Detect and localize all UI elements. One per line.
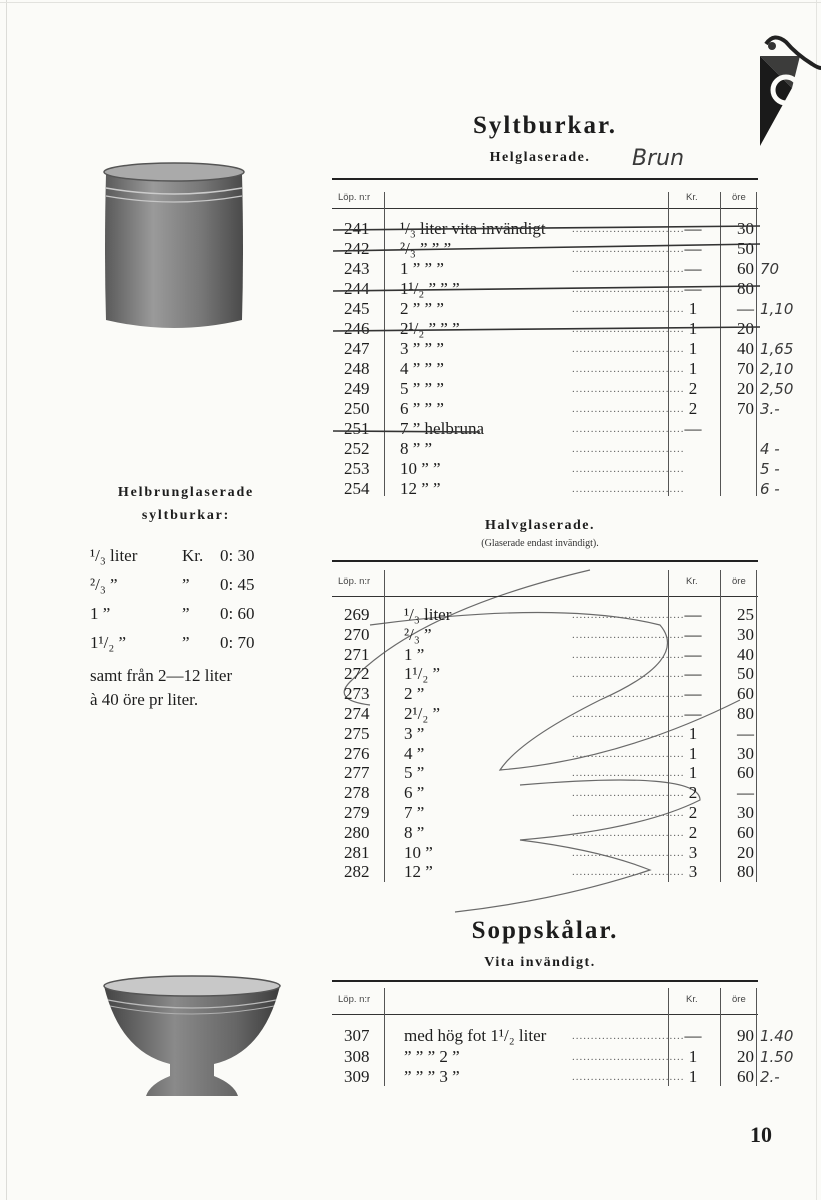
item-price-ore: 60 bbox=[737, 684, 754, 704]
item-price-ore: 25 bbox=[737, 605, 754, 624]
leader-dots: .............................. bbox=[572, 283, 685, 295]
leader-dots: .............................. bbox=[572, 866, 685, 879]
table-row bbox=[332, 783, 758, 803]
item-description: 12 ” ” bbox=[400, 479, 441, 498]
item-description: 1 ” bbox=[404, 644, 425, 664]
item-number: 250 bbox=[344, 399, 370, 418]
table-row bbox=[332, 625, 758, 645]
item-price-kr: 1 bbox=[688, 763, 698, 783]
item-price-ore: 30 bbox=[737, 743, 754, 763]
leader-dots: .............................. bbox=[572, 1050, 685, 1063]
leader-dots: .............................. bbox=[572, 223, 685, 235]
helbrun-footer-2: à 40 öre pr liter. bbox=[90, 690, 199, 709]
item-price-ore: 80 bbox=[737, 862, 754, 882]
item-price-kr: 1 bbox=[688, 299, 698, 318]
helbrun-heading-2: syltburkar: bbox=[141, 508, 231, 523]
item-price-ore: 50 bbox=[737, 664, 754, 684]
item-description: 6 ” bbox=[404, 783, 425, 803]
leader-dots: .............................. bbox=[572, 807, 685, 819]
item-description: ¹/₃ liter bbox=[404, 605, 452, 624]
item-price-ore: 30 bbox=[737, 624, 754, 644]
item-price-ore: 40 bbox=[737, 339, 754, 358]
handwritten-price: 1.40 bbox=[760, 1027, 794, 1045]
table-row bbox=[332, 803, 758, 823]
item-number: 242 bbox=[344, 239, 370, 258]
helbrun-size: 1 ” bbox=[90, 604, 111, 623]
handwritten-price: 6 - bbox=[760, 480, 780, 498]
item-description: 8 ” bbox=[404, 822, 425, 842]
table-row bbox=[332, 339, 794, 359]
col-header-no: Löp. n:r bbox=[338, 192, 371, 203]
syltburkar-table bbox=[332, 178, 794, 498]
item-number: 248 bbox=[344, 359, 370, 378]
item-price-kr: — bbox=[684, 219, 702, 238]
item-price-ore: 50 bbox=[737, 239, 754, 258]
syltburkar-subtitle: Helglaserade. bbox=[489, 150, 591, 165]
item-price-kr: — bbox=[684, 644, 702, 664]
item-number: 245 bbox=[344, 299, 370, 318]
item-number: 271 bbox=[344, 644, 370, 664]
item-price-kr: 2 bbox=[688, 822, 698, 842]
item-number: 278 bbox=[344, 783, 370, 803]
halvglaserade-table bbox=[332, 560, 758, 882]
leader-dots: .............................. bbox=[572, 323, 685, 335]
helbrun-price: 0: 45 bbox=[220, 575, 255, 594]
helbrun-heading-1: Helbrunglaserade bbox=[117, 485, 255, 500]
item-price-ore: 30 bbox=[737, 803, 754, 822]
item-number: 277 bbox=[344, 763, 370, 783]
handwritten-price: 70 bbox=[760, 260, 780, 278]
item-price-kr: 1 bbox=[688, 319, 698, 338]
item-number: 253 bbox=[344, 459, 370, 478]
item-number: 274 bbox=[344, 704, 370, 723]
helbrun-size: 1¹/₂ ” bbox=[90, 633, 127, 652]
item-price-kr: — bbox=[684, 624, 702, 644]
item-description: 4 ” bbox=[404, 743, 425, 763]
leader-dots: .............................. bbox=[572, 263, 685, 275]
item-number: 276 bbox=[344, 743, 370, 763]
item-number: 279 bbox=[344, 803, 370, 822]
helbrun-kr: ” bbox=[182, 604, 190, 623]
item-number: 251 bbox=[344, 419, 370, 438]
helbrun-size: ¹/₃ liter bbox=[90, 546, 138, 565]
leader-dots: .............................. bbox=[572, 463, 685, 475]
item-price-ore: 90 bbox=[737, 1026, 754, 1045]
handwritten-price: 2,50 bbox=[760, 380, 794, 398]
halvglaserade-subtitle: Halvglaserade. bbox=[484, 518, 596, 533]
item-number: 273 bbox=[344, 684, 370, 704]
item-description: 7 ” helbruna bbox=[400, 419, 485, 438]
item-price-ore: 20 bbox=[737, 1046, 754, 1066]
table-row bbox=[332, 279, 758, 299]
soppskal-image bbox=[100, 972, 284, 1102]
item-description: 12 ” bbox=[404, 862, 433, 882]
item-description: ¹/₃ liter vita invändigt bbox=[400, 219, 546, 238]
helbrun-footer-1: samt från 2—12 liter bbox=[90, 666, 233, 685]
handwritten-price: 5 - bbox=[760, 460, 780, 478]
item-number: 241 bbox=[344, 219, 370, 238]
table-row bbox=[332, 259, 780, 279]
item-price-kr: 1 bbox=[688, 743, 698, 763]
col-header-ore: öre bbox=[732, 192, 746, 203]
helbrun-kr: ” bbox=[182, 575, 190, 594]
leader-dots: .............................. bbox=[572, 363, 685, 375]
item-price-kr: 1 bbox=[688, 1067, 698, 1086]
table-row bbox=[332, 1067, 780, 1087]
item-price-ore: 70 bbox=[737, 399, 754, 418]
item-price-ore: 80 bbox=[737, 704, 754, 723]
leader-dots: .............................. bbox=[572, 668, 685, 681]
item-number: 243 bbox=[344, 259, 370, 278]
leader-dots: .............................. bbox=[572, 688, 685, 701]
col-header-no: Löp. n:r bbox=[338, 994, 371, 1005]
helbrun-kr: Kr. bbox=[182, 546, 204, 565]
item-price-ore: 60 bbox=[737, 822, 754, 842]
item-price-ore: 20 bbox=[737, 379, 754, 398]
item-price-kr: 2 bbox=[688, 379, 698, 398]
table-row bbox=[332, 319, 758, 339]
item-description: 6 ” ” ” bbox=[400, 399, 444, 418]
table-row bbox=[332, 239, 758, 259]
table-row bbox=[332, 219, 758, 239]
table-row bbox=[332, 724, 758, 744]
company-logo bbox=[752, 28, 821, 148]
leader-dots: .............................. bbox=[572, 383, 685, 395]
item-price-kr: — bbox=[684, 1026, 702, 1045]
item-price-kr: 3 bbox=[688, 862, 698, 882]
item-number: 249 bbox=[344, 379, 370, 398]
syltburkar-title: Syltburkar. bbox=[472, 112, 618, 139]
item-description: 5 ” bbox=[404, 763, 425, 783]
item-price-ore: — bbox=[737, 299, 754, 318]
handwritten-price: 3.- bbox=[760, 400, 780, 418]
table-row bbox=[332, 299, 794, 319]
item-description: 4 ” ” ” bbox=[400, 359, 444, 378]
item-price-kr: — bbox=[684, 664, 702, 684]
item-price-kr: 3 bbox=[688, 842, 698, 862]
leader-dots: .............................. bbox=[572, 303, 685, 315]
item-description: 1¹/₂ ” bbox=[404, 664, 441, 684]
item-price-kr: 1 bbox=[688, 339, 698, 358]
leader-dots: .............................. bbox=[572, 403, 685, 415]
table-row bbox=[332, 479, 780, 499]
table-row bbox=[332, 645, 758, 665]
item-number: 269 bbox=[344, 605, 370, 624]
halvglaserade-note: (Glaserade endast invändigt). bbox=[481, 538, 599, 549]
table-row bbox=[332, 664, 758, 684]
table-row bbox=[332, 704, 758, 724]
table-row bbox=[332, 359, 794, 379]
item-price-kr: 2 bbox=[688, 783, 698, 803]
item-number: 308 bbox=[344, 1046, 370, 1066]
item-price-kr: — bbox=[684, 704, 702, 723]
item-number: 280 bbox=[344, 822, 370, 842]
leader-dots: .............................. bbox=[572, 243, 685, 255]
handwritten-price: 1.50 bbox=[760, 1047, 794, 1066]
item-number: 309 bbox=[344, 1067, 370, 1086]
handwritten-price: 1,10 bbox=[760, 300, 794, 318]
leader-dots: .............................. bbox=[572, 787, 685, 800]
table-row bbox=[332, 439, 780, 459]
item-number: 254 bbox=[344, 479, 370, 498]
item-description: 10 ” ” bbox=[400, 459, 441, 478]
leader-dots: .............................. bbox=[572, 747, 685, 760]
item-description: 7 ” bbox=[404, 803, 425, 822]
helbrun-size: ²/₃ ” bbox=[90, 575, 118, 594]
table-row bbox=[332, 399, 780, 419]
item-price-ore: 40 bbox=[737, 644, 754, 664]
table-row bbox=[332, 1026, 794, 1046]
item-price-kr: — bbox=[684, 605, 702, 624]
item-number: 307 bbox=[344, 1026, 370, 1045]
table-row bbox=[332, 419, 758, 439]
item-price-kr: — bbox=[684, 419, 702, 438]
helbrun-price: 0: 70 bbox=[220, 633, 255, 652]
item-number: 275 bbox=[344, 723, 370, 743]
item-description: ²/₃ ” ” ” bbox=[400, 239, 452, 258]
soppskalar-subtitle: Vita invändigt. bbox=[484, 955, 596, 970]
table-row bbox=[332, 379, 794, 399]
leader-dots: .............................. bbox=[572, 443, 685, 455]
leader-dots: .............................. bbox=[572, 483, 685, 495]
item-price-kr: — bbox=[684, 239, 702, 258]
table-row bbox=[332, 862, 758, 882]
table-row bbox=[332, 843, 758, 863]
table-row bbox=[332, 459, 780, 479]
item-price-ore: 70 bbox=[737, 359, 754, 378]
item-description: 5 ” ” ” bbox=[400, 379, 444, 398]
col-header-kr: Kr. bbox=[686, 192, 698, 203]
item-price-ore: 80 bbox=[737, 279, 754, 298]
item-description: 2 ” bbox=[404, 684, 425, 704]
handwritten-price: 2,10 bbox=[760, 360, 794, 378]
item-price-ore: 20 bbox=[737, 319, 754, 338]
item-number: 247 bbox=[344, 339, 370, 358]
item-description: 3 ” ” ” bbox=[400, 339, 444, 358]
soppskalar-table bbox=[332, 980, 794, 1086]
item-price-ore: 60 bbox=[737, 1067, 754, 1086]
item-description: 2 ” ” ” bbox=[400, 299, 444, 318]
leader-dots: .............................. bbox=[572, 708, 685, 720]
item-price-kr: — bbox=[684, 259, 702, 278]
table-row bbox=[332, 744, 758, 764]
item-description: ” ” ” 2 ” bbox=[404, 1046, 460, 1066]
table-row bbox=[332, 684, 758, 704]
leader-dots: .............................. bbox=[572, 727, 685, 740]
item-price-kr: — bbox=[684, 684, 702, 704]
item-description: 3 ” bbox=[404, 723, 425, 743]
item-price-kr: 1 bbox=[688, 359, 698, 378]
leader-dots: .............................. bbox=[572, 609, 685, 621]
item-description: ²/₃ ” bbox=[404, 624, 432, 644]
item-price-ore: 20 bbox=[737, 842, 754, 862]
item-price-kr: 1 bbox=[688, 1046, 698, 1066]
leader-dots: .............................. bbox=[572, 343, 685, 355]
item-price-kr: 2 bbox=[688, 399, 698, 418]
item-price-kr: — bbox=[684, 279, 702, 298]
handwritten-price: 1,65 bbox=[760, 340, 794, 358]
helbrun-kr: ” bbox=[182, 633, 190, 652]
item-price-kr: 1 bbox=[688, 723, 698, 743]
item-price-kr: 2 bbox=[688, 803, 698, 822]
col-header-ore: öre bbox=[732, 576, 746, 587]
leader-dots: .............................. bbox=[572, 628, 685, 641]
leader-dots: .............................. bbox=[572, 423, 685, 435]
item-number: 252 bbox=[344, 439, 370, 458]
item-number: 246 bbox=[344, 319, 370, 338]
helbrun-price: 0: 30 bbox=[220, 546, 255, 565]
item-description: 10 ” bbox=[404, 842, 433, 862]
handwritten-brun: Brun bbox=[632, 146, 685, 171]
col-header-no: Löp. n:r bbox=[338, 576, 371, 587]
leader-dots: .............................. bbox=[572, 648, 685, 661]
item-number: 282 bbox=[344, 862, 370, 882]
item-number: 281 bbox=[344, 842, 370, 862]
item-description: 1 ” ” ” bbox=[400, 259, 444, 278]
item-price-ore: — bbox=[737, 783, 754, 803]
item-price-ore: 60 bbox=[737, 259, 754, 278]
item-number: 272 bbox=[344, 664, 370, 684]
table-row bbox=[332, 1046, 794, 1067]
col-header-kr: Kr. bbox=[686, 576, 698, 587]
item-price-ore: 60 bbox=[737, 763, 754, 783]
leader-dots: .............................. bbox=[572, 1030, 685, 1042]
handwritten-price: 2.- bbox=[760, 1068, 780, 1086]
leader-dots: .............................. bbox=[572, 1071, 685, 1083]
table-row bbox=[332, 823, 758, 843]
col-header-ore: öre bbox=[732, 994, 746, 1005]
item-description: 8 ” ” bbox=[400, 439, 433, 458]
table-row bbox=[332, 605, 758, 625]
page-number: 10 bbox=[750, 1122, 772, 1147]
item-description: med hög fot 1¹/₂ liter bbox=[404, 1026, 547, 1045]
item-description: 2¹/₂ ” ” ” bbox=[400, 319, 460, 338]
leader-dots: .............................. bbox=[572, 767, 685, 780]
item-description: ” ” ” 3 ” bbox=[404, 1067, 460, 1086]
item-price-ore: 30 bbox=[737, 219, 754, 238]
item-price-ore: — bbox=[737, 723, 754, 743]
item-description: 1¹/₂ ” ” ” bbox=[400, 279, 460, 298]
soppskalar-title: Soppskålar. bbox=[471, 917, 619, 944]
helbrun-price: 0: 60 bbox=[220, 604, 255, 623]
handwritten-price: 4 - bbox=[760, 440, 780, 458]
item-description: 2¹/₂ ” bbox=[404, 704, 441, 723]
col-header-kr: Kr. bbox=[686, 994, 698, 1005]
table-row bbox=[332, 763, 758, 783]
syltburk-image bbox=[100, 160, 248, 332]
leader-dots: .............................. bbox=[572, 826, 685, 839]
item-number: 270 bbox=[344, 624, 370, 644]
item-number: 244 bbox=[344, 279, 370, 298]
leader-dots: .............................. bbox=[572, 846, 685, 859]
